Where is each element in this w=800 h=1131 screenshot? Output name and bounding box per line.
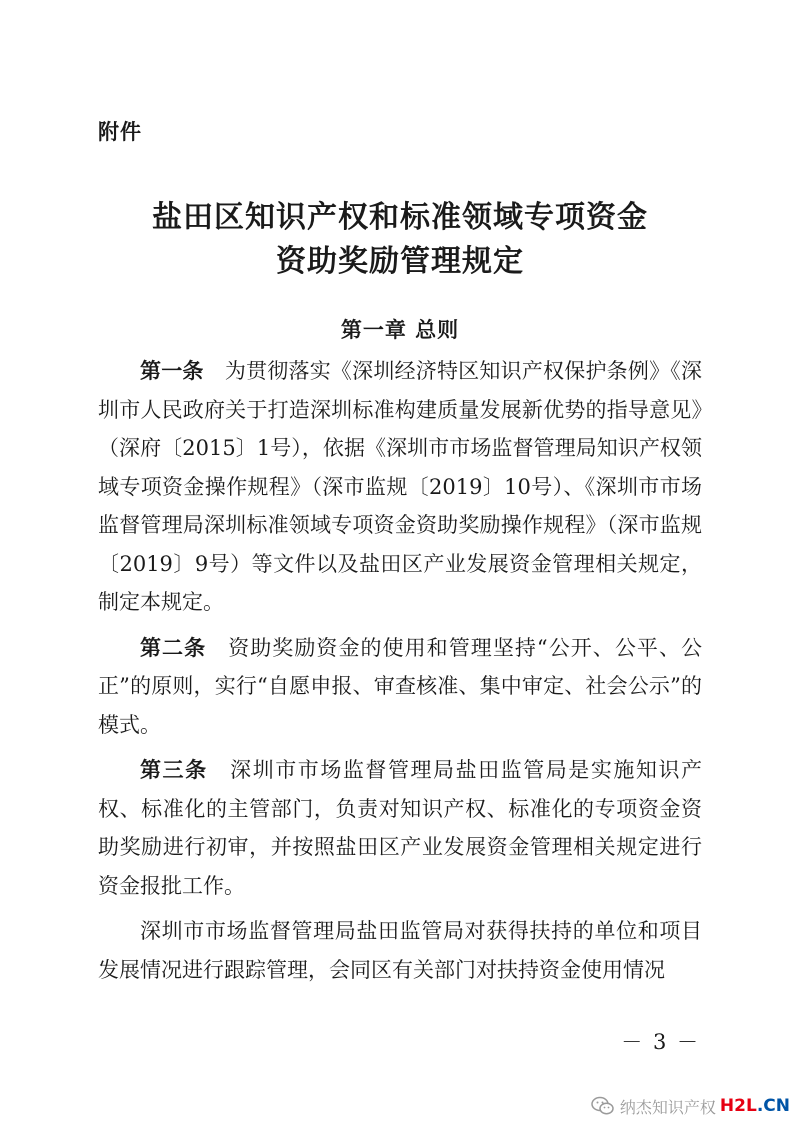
article-2 [98,629,702,745]
watermark-account-text: 纳杰知识产权 [619,1097,716,1117]
attachment-label: 附件 [98,120,142,144]
document-title-line-1: 盐田区知识产权和标准领域专项资金 [152,200,648,235]
wechat-icon [590,1093,616,1119]
article-3-text: 深圳市市场监督管理局盐田监管局是实施知识产权、标准化的主管部门，负责对知识产权、标准化的专项资金资助奖励进行初审，并按照盐田区产业发展资金管理相关规定进行资金报批工作。 [98,758,702,898]
watermark [590,1093,790,1119]
continuation-paragraph: 深圳市市场监督管理局盐田监管局对获得扶持的单位和项目发展情况进行跟踪管理，会同区有关部门对扶持资金使用情况 [98,919,702,982]
page-number: － 3 － [621,1030,700,1054]
article-2-text: 资助奖励资金的使用和管理坚持“公开、公平、公正”的原则，实行“自愿申报、审查核准、集中审定、社会公示”的模式。 [98,635,703,737]
h2l-logo: H2L.CN [719,1096,790,1116]
article-1-label: 第一条 [140,359,204,383]
article-1-text: 为贯彻落实《深圳经济特区知识产权保护条例》《深圳市人民政府关于打造深圳标准构建质量发展新优势的指导意见》（深府〔2015〕1号），依据《深圳市市场监督管理局知识产权领域专项资金操作规程》（深市监规〔2019〕10号）、《深圳市市场监督管理局深圳标准领域专项资金资助奖励操作规程》（深市监规〔2019〕9号）等文件以及盐田区产业发展资金管理相关规定，制定本规定。 [98,359,703,614]
article-1 [98,352,702,622]
article-3-label: 第三条 [140,758,208,782]
article-2-label: 第二条 [140,635,207,660]
chapter-heading: 第一章 总则 [340,318,460,342]
document-body [98,352,702,996]
article-3 [98,751,702,905]
document-title-line-2: 资助奖励管理规定 [276,244,524,279]
